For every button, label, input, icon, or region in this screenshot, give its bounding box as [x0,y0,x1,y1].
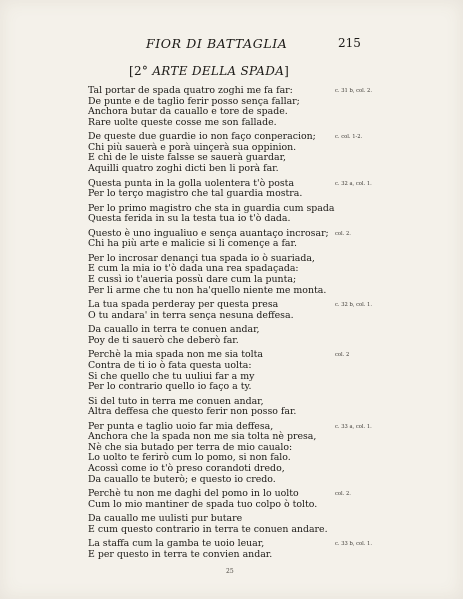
signature-mark: 25 [226,568,234,575]
stanza [88,397,348,418]
verse-block [88,86,348,565]
stanza [88,325,348,346]
verse-line: Questa punta in la golla uolentera t'ò posta [88,177,295,189]
margin-note: c. col. 1-2. [335,134,363,140]
verse-line: Tal portar de spada quatro zoghi me fa far: [88,85,293,96]
verse-line: O tu andara' in terra sença nesuna deffesa. [88,309,294,321]
heading-open-bracket: [2° [129,64,153,78]
verse-line: Per lo primo magistro che sta in guardia cum spada [88,202,335,214]
verse-line: Per lo terço magistro che tal guardia mostra. [88,188,303,200]
margin-note: col. 2 [335,352,350,358]
verse-line: Rare uolte queste cosse me son fallade. [88,116,277,128]
verse-line: E per questo in terra te convien andar. [88,548,273,560]
verse-line: De punte e de taglio ferir posso sença fallar; [88,95,300,107]
stanza [88,350,348,392]
verse-line: Per punta e taglio uoio far mia deffesa, [88,420,274,432]
margin-note: c. 33 a, col. 1. [335,424,372,430]
stanza [88,204,348,225]
verse-line: E cum questo contrario in terra te conuen andare. [88,523,328,535]
verse-line: Questa ferida in su la testa tua io t'ò dada. [88,213,291,225]
verse-line: Perchè tu non me daghi del pomo in lo uolto [88,488,299,500]
verse-line: Acossì come io t'ò preso corandoti dredo, [88,463,285,474]
page-number: 215 [338,36,361,50]
verse-line: Chi più sauerà e porà uinçerà sua oppinion. [88,141,297,153]
verse-line: Lo uolto te ferirò cum lo pomo, si non falo. [88,452,291,464]
verse-line: Si del tuto in terra me conuen andar, [88,395,264,407]
verse-line: Per li arme che tu non ha'quello niente me monta. [88,284,327,296]
verse-line: Nè che sia butado per terra de mio caualo: [88,441,293,453]
verse-line: Anchora che la spada non me sia tolta nè presa, [88,431,317,443]
margin-note: c. 31 b, col. 2. [335,88,373,94]
stanza [88,254,348,296]
stanza [88,179,348,200]
verse-line: Cum lo mio mantiner de spada tuo colpo ò tolto. [88,498,318,510]
verse-line: Contra de ti io ò fata questa uolta: [88,359,252,371]
verse-line: Da cauallo me uulisti pur butare [88,513,243,525]
stanza [88,422,348,485]
verse-line: Anchora butar da cauallo e tore de spade. [88,106,288,118]
verse-line: La staffa cum la gamba te uoio leuar, [88,538,265,550]
margin-note: c. 33 b, col. 1. [335,541,373,547]
running-title: FIOR DI BATTAGLIA [146,36,288,51]
verse-line: Aquilli quatro zoghi dicti ben li porà far. [88,162,279,174]
running-head [0,36,463,52]
verse-line: Per lo incrosar denançi tua spada io ò suariada, [88,252,315,264]
verse-line: Poy de ti sauerò che deberò far. [88,334,239,346]
verse-line: Chi ha più arte e malicie si li començe a far. [88,238,297,250]
verse-line: Da cauallo in terra te conuen andar, [88,324,260,336]
verse-line: Da cauallo te buterò; e questo io credo. [88,473,276,485]
stanza [88,514,348,535]
verse-line: Per lo contrario quello io façо a ty. [88,381,252,393]
verse-line: E cussì io t'aueria possù dare cum la punta; [88,274,297,285]
verse-line: La tua spada perderay per questa presa [88,299,279,311]
verse-line: E cum la mia io t'ò dada una rea spadaçada: [88,263,299,275]
section-heading [129,64,289,78]
verse-line: Perchè la mia spada non me sia tolta [88,349,263,361]
margin-note: col. 2. [335,231,351,237]
stanza [88,300,348,321]
verse-line: Altra deffesa che questo ferir non posso far. [88,406,297,418]
stanza [88,132,348,174]
stanza [88,86,348,128]
verse-line: Questo è uno ingualiuo e sença auantaço incrosar; [88,227,329,239]
margin-note: c. 32 a, col. 1. [335,181,372,187]
stanza [88,229,348,250]
verse-line: Si che quello che tu uuliui far a my [88,370,255,382]
heading-close-bracket: ] [284,64,290,78]
margin-note: col. 2. [335,491,351,497]
stanza [88,539,348,560]
heading-text: ARTE DELLA SPADA [152,64,285,78]
stanza [88,489,348,510]
verse-line: De queste due guardie io non façо conperacion; [88,131,316,143]
margin-note: c. 32 b, col. 1. [335,302,373,308]
verse-line: E chi de le uiste falsse se sauerà guardar, [88,152,287,164]
